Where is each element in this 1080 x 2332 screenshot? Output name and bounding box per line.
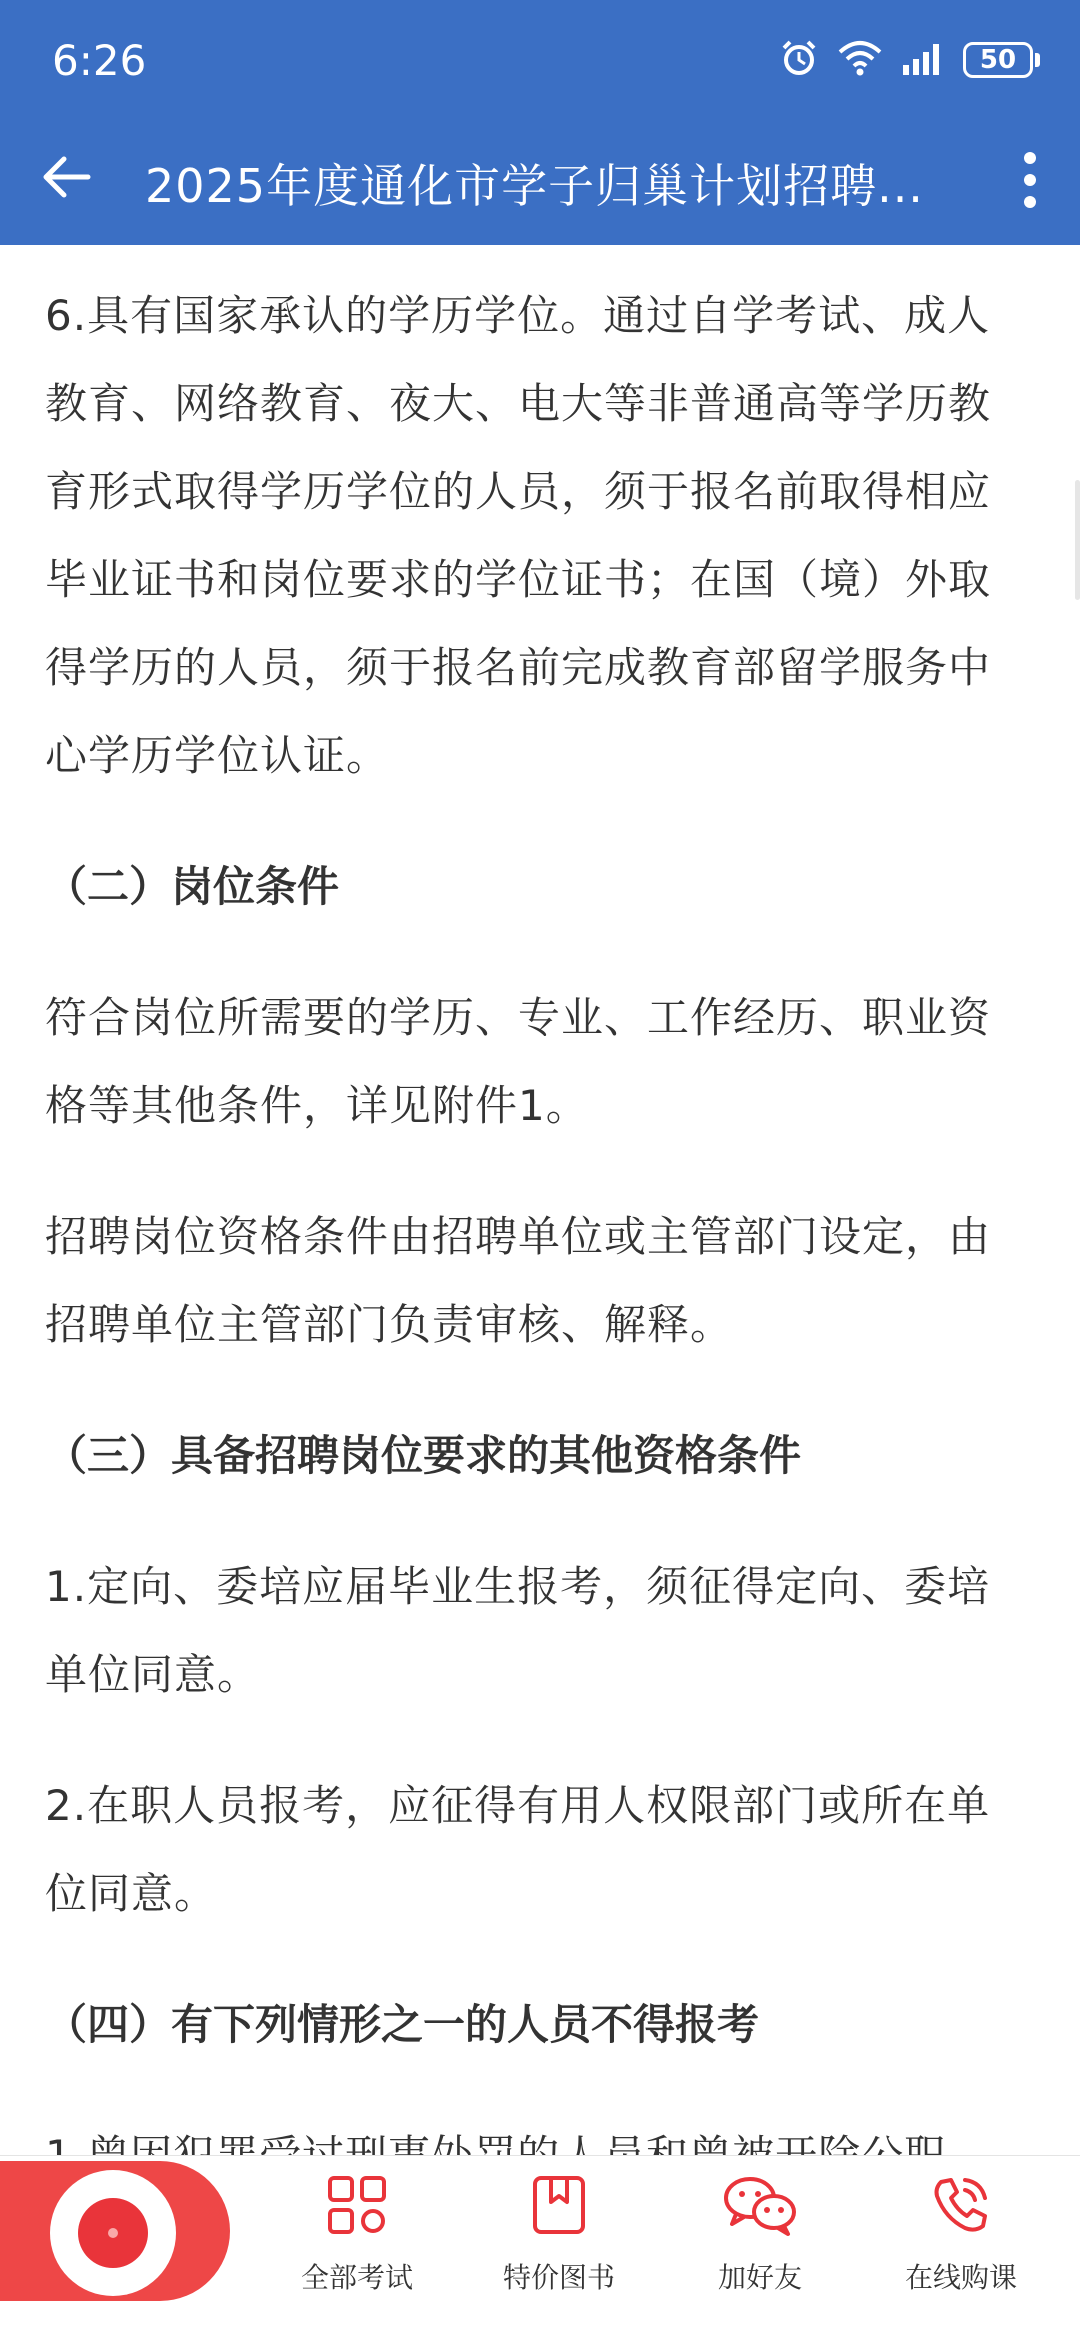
section-heading: （三）具备招聘岗位要求的其他资格条件: [45, 1431, 802, 1480]
wifi-icon: [837, 40, 883, 80]
scrollbar[interactable]: [1075, 480, 1080, 600]
more-options-icon[interactable]: [1020, 150, 1040, 214]
nav-item-online-courses[interactable]: [881, 2172, 1041, 2296]
paragraph: 招聘岗位资格条件由招聘单位或主管部门设定，由招聘单位主管部门负责审核、解释。: [45, 1212, 992, 1349]
grid-icon: [277, 2172, 437, 2238]
back-arrow-icon[interactable]: [38, 148, 96, 210]
book-icon: [479, 2172, 639, 2238]
paragraph: 2.在职人员报考，应征得有用人权限部门或所在单位同意。: [45, 1781, 991, 1918]
battery-icon: [963, 42, 1040, 78]
battery-level: 50: [963, 42, 1033, 78]
page-title: 2025年度通化市学子归巢计划招聘...: [145, 159, 924, 213]
wechat-icon: [680, 2172, 840, 2238]
alarm-icon: [779, 38, 819, 82]
nav-label: 全部考试: [300, 2261, 413, 2294]
paragraph: 1.定向、委培应届毕业生报考，须征得定向、委培单位同意。: [45, 1562, 991, 1699]
nav-item-all-exams[interactable]: [277, 2172, 437, 2296]
section-heading: （四）有下列情形之一的人员不得报考: [45, 2000, 760, 2049]
paragraph: 符合岗位所需要的学历、专业、工作经历、职业资格等其他条件，详见附件1。: [45, 993, 992, 1130]
nav-item-add-friend[interactable]: [680, 2172, 840, 2296]
nav-label: 在线购课: [904, 2261, 1017, 2294]
top-app-bar: [0, 0, 1080, 245]
paragraph: 6.具有国家承认的学历学位。通过自学考试、成人教育、网络教育、夜大、电大等非普通高等学历教育形式取得学历学位的人员，须于报名前取得相应毕业证书和岗位要求的学位证书；在国（境）外取得学历的人员，须于报名前完成教育部留学服务中心学历学位认证。: [45, 291, 992, 780]
status-icons: [779, 38, 1040, 82]
article-content: [45, 272, 1030, 2243]
nav-label: 加好友: [717, 2261, 802, 2294]
signal-icon: [901, 41, 945, 79]
nav-label: 特价图书: [502, 2261, 615, 2294]
status-time: 6:26: [52, 36, 147, 85]
section-heading: （二）岗位条件: [45, 862, 340, 911]
nav-item-discount-books[interactable]: [479, 2172, 639, 2296]
phone-icon: [881, 2172, 1041, 2238]
